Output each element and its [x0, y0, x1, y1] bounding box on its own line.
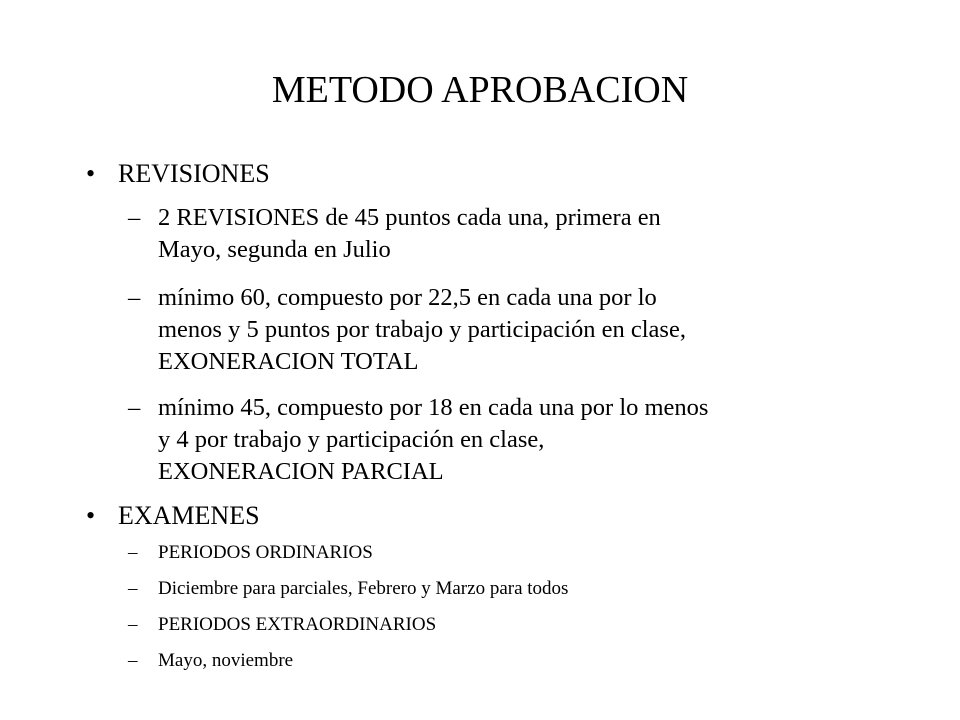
- bullet-icon: •: [86, 501, 96, 530]
- item-line: EXONERACION PARCIAL: [158, 458, 444, 485]
- item-line: Mayo, segunda en Julio: [158, 236, 391, 263]
- item-text: PERIODOS ORDINARIOS: [158, 542, 373, 563]
- dash-icon: –: [128, 284, 141, 311]
- item-text: Mayo, noviembre: [158, 650, 294, 671]
- dash-icon: –: [128, 394, 141, 421]
- section-heading: EXAMENES: [118, 501, 260, 530]
- dash-icon: –: [128, 614, 138, 635]
- item-text: [158, 282, 686, 378]
- item-line: 2 REVISIONES de 45 puntos cada una, primera en: [158, 204, 661, 231]
- item-text: Diciembre para parciales, Febrero y Marzo para todos: [158, 578, 569, 599]
- bullet-icon: •: [86, 159, 96, 188]
- item-line: mínimo 60, compuesto por 22,5 en cada una por lo: [158, 284, 657, 311]
- slide-title: METODO APROBACION: [271, 69, 689, 111]
- item-text: [158, 392, 708, 488]
- dash-icon: –: [128, 204, 141, 231]
- section-heading: REVISIONES: [118, 159, 270, 188]
- item-line: menos y 5 puntos por trabajo y participación en clase,: [158, 316, 686, 343]
- item-text: [158, 202, 661, 266]
- dash-icon: –: [128, 542, 138, 563]
- item-line: y 4 por trabajo y participación en clase,: [158, 426, 545, 453]
- item-line: EXONERACION TOTAL: [158, 348, 419, 375]
- item-text: PERIODOS EXTRAORDINARIOS: [158, 614, 437, 635]
- dash-icon: –: [128, 650, 138, 671]
- item-line: mínimo 45, compuesto por 18 en cada una por lo menos: [158, 394, 709, 421]
- dash-icon: –: [128, 578, 138, 599]
